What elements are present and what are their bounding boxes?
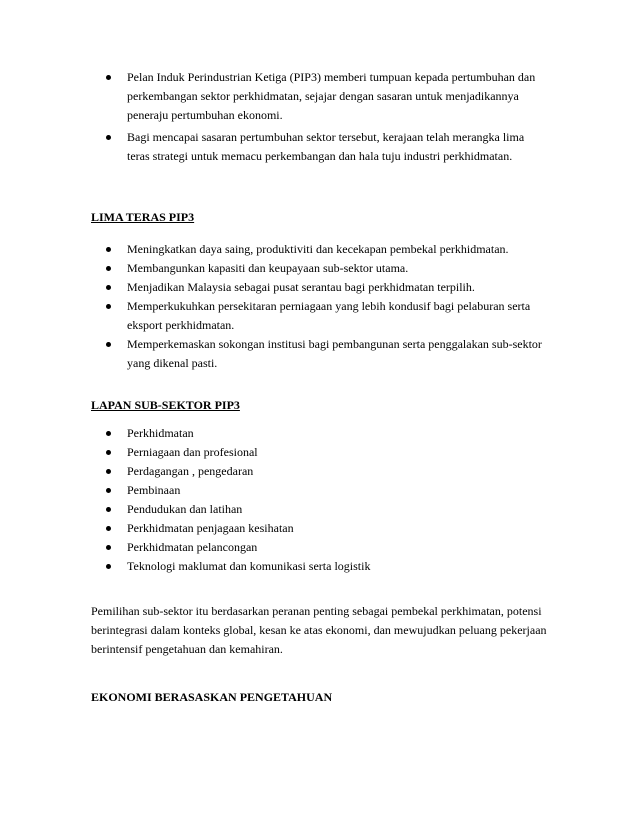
bullet-icon bbox=[106, 304, 111, 309]
bullet-icon bbox=[106, 266, 111, 271]
list-item: Bagi mencapai sasaran pertumbuhan sektor tersebut, kerajaan telah merangka lima teras strategi untuk memacu perkembangan dan hala tuju industri perkhidmatan. bbox=[127, 128, 547, 166]
bullet-icon bbox=[106, 488, 111, 493]
list-item: Perkhidmatan pelancongan bbox=[127, 538, 547, 557]
bullet-icon bbox=[106, 342, 111, 347]
list-item: Membangunkan kapasiti dan keupayaan sub-sektor utama. bbox=[127, 259, 547, 278]
body-paragraph: Pemilihan sub-sektor itu berdasarkan peranan penting sebagai pembekal perkhimatan, potensi berintegrasi dalam konteks global, kesan ke atas ekonomi, dan mewujudkan peluang pekerjaan berintensif pengetahuan dan kemahiran. bbox=[91, 604, 547, 656]
list-item: Teknologi maklumat dan komunikasi serta logistik bbox=[127, 557, 547, 576]
bullet-icon bbox=[106, 526, 111, 531]
bullet-icon bbox=[106, 507, 111, 512]
heading-lapan-sub-sektor: LAPAN SUB-SEKTOR PIP3 bbox=[91, 398, 240, 412]
list-item: Perkhidmatan bbox=[127, 424, 547, 443]
intro-list bbox=[127, 68, 547, 169]
subsektor-list bbox=[127, 424, 547, 576]
list-item: Memperkukuhkan persekitaran perniagaan yang lebih kondusif bagi pelaburan serta eksport perkhidmatan. bbox=[127, 297, 547, 335]
bullet-icon bbox=[106, 469, 111, 474]
bullet-icon bbox=[106, 135, 111, 140]
teras-list bbox=[127, 240, 547, 373]
bullet-icon bbox=[106, 431, 111, 436]
list-item: Menjadikan Malaysia sebagai pusat serantau bagi perkhidmatan terpilih. bbox=[127, 278, 547, 297]
list-item: Pelan Induk Perindustrian Ketiga (PIP3) memberi tumpuan kepada pertumbuhan dan perkembangan sektor perkhidmatan, sejajar dengan sasaran untuk menjadikannya peneraju pertumbuhan ekonomi. bbox=[127, 68, 547, 125]
list-item: Memperkemaskan sokongan institusi bagi pembangunan serta penggalakan sub-sektor yang dikenal pasti. bbox=[127, 335, 547, 373]
bullet-icon bbox=[106, 247, 111, 252]
list-item: Perniagaan dan profesional bbox=[127, 443, 547, 462]
list-item: Perdagangan , pengedaran bbox=[127, 462, 547, 481]
bullet-icon bbox=[106, 545, 111, 550]
bullet-icon bbox=[106, 564, 111, 569]
bullet-icon bbox=[106, 450, 111, 455]
heading-lima-teras: LIMA TERAS PIP3 bbox=[91, 210, 195, 224]
bullet-icon bbox=[106, 75, 111, 80]
list-item: Pembinaan bbox=[127, 481, 547, 500]
list-item: Pendudukan dan latihan bbox=[127, 500, 547, 519]
heading-ekonomi: EKONOMI BERASASKAN PENGETAHUAN bbox=[91, 690, 333, 704]
list-item: Perkhidmatan penjagaan kesihatan bbox=[127, 519, 547, 538]
list-item: Meningkatkan daya saing, produktiviti dan kecekapan pembekal perkhidmatan. bbox=[127, 240, 547, 259]
bullet-icon bbox=[106, 285, 111, 290]
